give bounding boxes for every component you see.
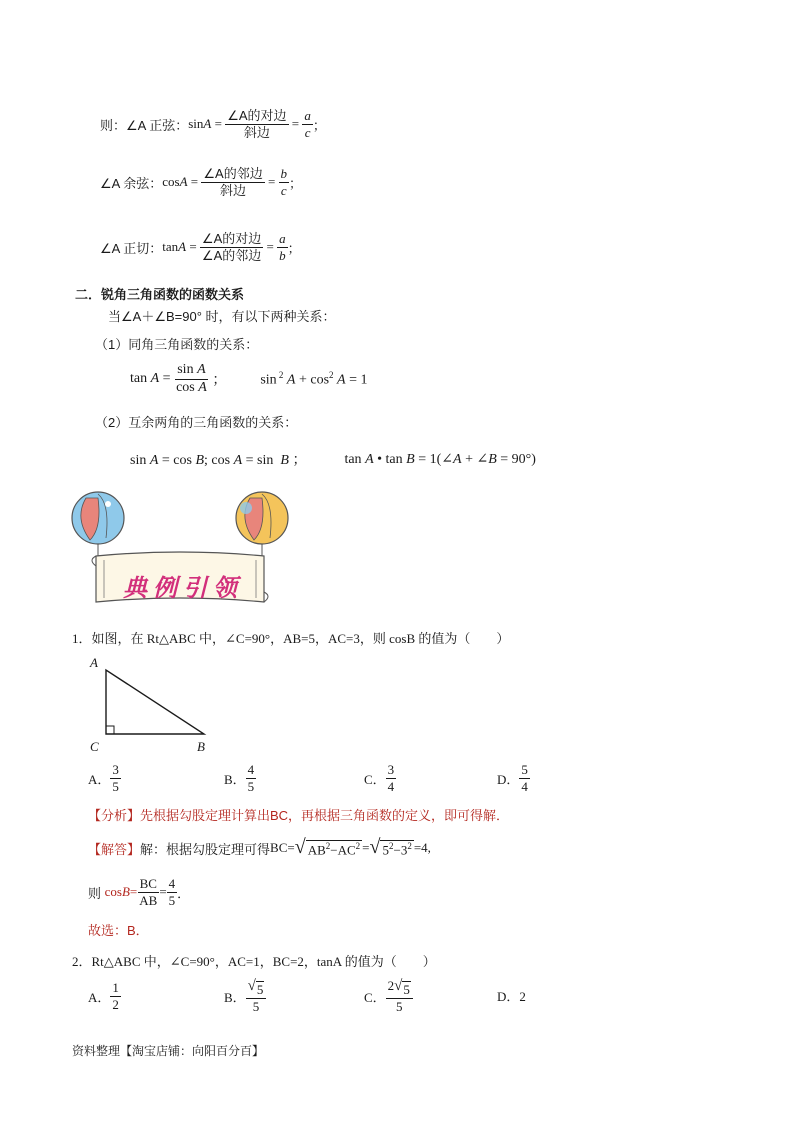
subsection-1: （1）同角三角函数的关系： [95, 337, 259, 352]
cosine-fraction: $\frac{\text{∠A的邻边}}{\text{斜边}}$ [203, 166, 263, 198]
q2-option-a[interactable]: A． $\frac{1}{2}$ [88, 980, 119, 1012]
vertex-c-label: C [90, 739, 99, 754]
vertex-a-label: A [90, 655, 98, 670]
question-1-stem: 1．如图，在 Rt△ABC 中，∠C=90°，AB=5，AC=3，则 cosB 的值为（ ） [72, 631, 510, 646]
tangent-definition: ∠A 正切： tan A = $\frac{\text{∠A的对边}}{\text{∠A的邻边}}$ = $\frac{a}{b}$ ； [100, 231, 301, 263]
banner-title: 典例引领 [123, 573, 243, 602]
q1-answer: 【解答】 解：根据勾股定理可得 BC= √ $AB^2-AC^2$ = √ $5^2-3^2$ =4, [88, 836, 431, 858]
cosine-definition: ∠A 余弦： cos A = $\frac{\text{∠A的邻边}}{\text{斜边}}$ = $\frac{b}{c}$ ； [100, 166, 303, 198]
sine-definition: 则：∠A 正弦： sin A = $\frac{\text{∠A的对边}}{\text{斜边}}$ = $\frac{a}{c}$ ； [100, 108, 326, 140]
cosine-ratio: $\frac{b}{c}$ [280, 166, 288, 198]
left-ball-icon [72, 492, 124, 556]
sine-ratio: $\frac{a}{c}$ [304, 108, 311, 140]
tangent-ratio: $\frac{a}{b}$ [279, 231, 286, 263]
footer-note: 资料整理【淘宝店铺：向阳百分百】 [72, 1044, 265, 1058]
q1-conclusion: 故选：B． [88, 923, 149, 938]
q1-option-d[interactable]: D． $\frac{5}{4}$ [497, 762, 528, 794]
q1-option-c[interactable]: C． $\frac{3}{4}$ [364, 762, 395, 794]
vertex-b-label: B [197, 739, 205, 754]
section-intro: 当∠A＋∠B=90° 时，有以下两种关系： [108, 309, 336, 324]
q1-option-a[interactable]: A． $\frac{3}{5}$ [88, 762, 119, 794]
complementary-identities: sin A = cos B; cos A = sin B ； tan A • tan B = 1(∠A + ∠B = 90°) [130, 451, 536, 468]
q2-option-b[interactable]: B． √ 5 5 [224, 978, 266, 1014]
section-title: 二．锐角三角函数的函数关系 [75, 287, 245, 302]
question-2-stem: 2．Rt△ABC 中，∠C=90°，AC=1，BC=2，tanA 的值为（ ） [72, 954, 436, 969]
sine-var: A [203, 116, 212, 132]
tangent-fraction: $\frac{\text{∠A的对边}}{\text{∠A的邻边}}$ [201, 231, 262, 263]
cosine-label: ∠A 余弦： [100, 175, 163, 191]
q1-result: 则 cosB= $\frac{BC}{AB}$ = $\frac{4}{5}$ ． [88, 876, 191, 908]
sine-label: 则：∠A 正弦： [100, 117, 189, 133]
right-ball-icon [236, 492, 288, 556]
subsection-2: （2）互余两角的三角函数的关系： [95, 415, 298, 430]
q1-analysis: 【分析】先根据勾股定理计算出BC，再根据三角函数的定义，即可得解． [88, 808, 510, 823]
sine-func: sin [188, 116, 204, 132]
tangent-label: ∠A 正切： [100, 240, 163, 256]
q1-option-b[interactable]: B． $\frac{4}{5}$ [224, 762, 255, 794]
q2-option-d[interactable]: D．2 [497, 989, 526, 1004]
sine-fraction: $\frac{\text{∠A的对边}}{\text{斜边}}$ [227, 108, 287, 140]
q2-option-c[interactable]: C． 2 √ 5 5 [364, 978, 413, 1014]
same-angle-identities: tan A = $\frac{\text{sin A}}{\text{cos A}}$ ； sin $^2$ $A + \cos^2 A = 1$ [130, 362, 368, 395]
